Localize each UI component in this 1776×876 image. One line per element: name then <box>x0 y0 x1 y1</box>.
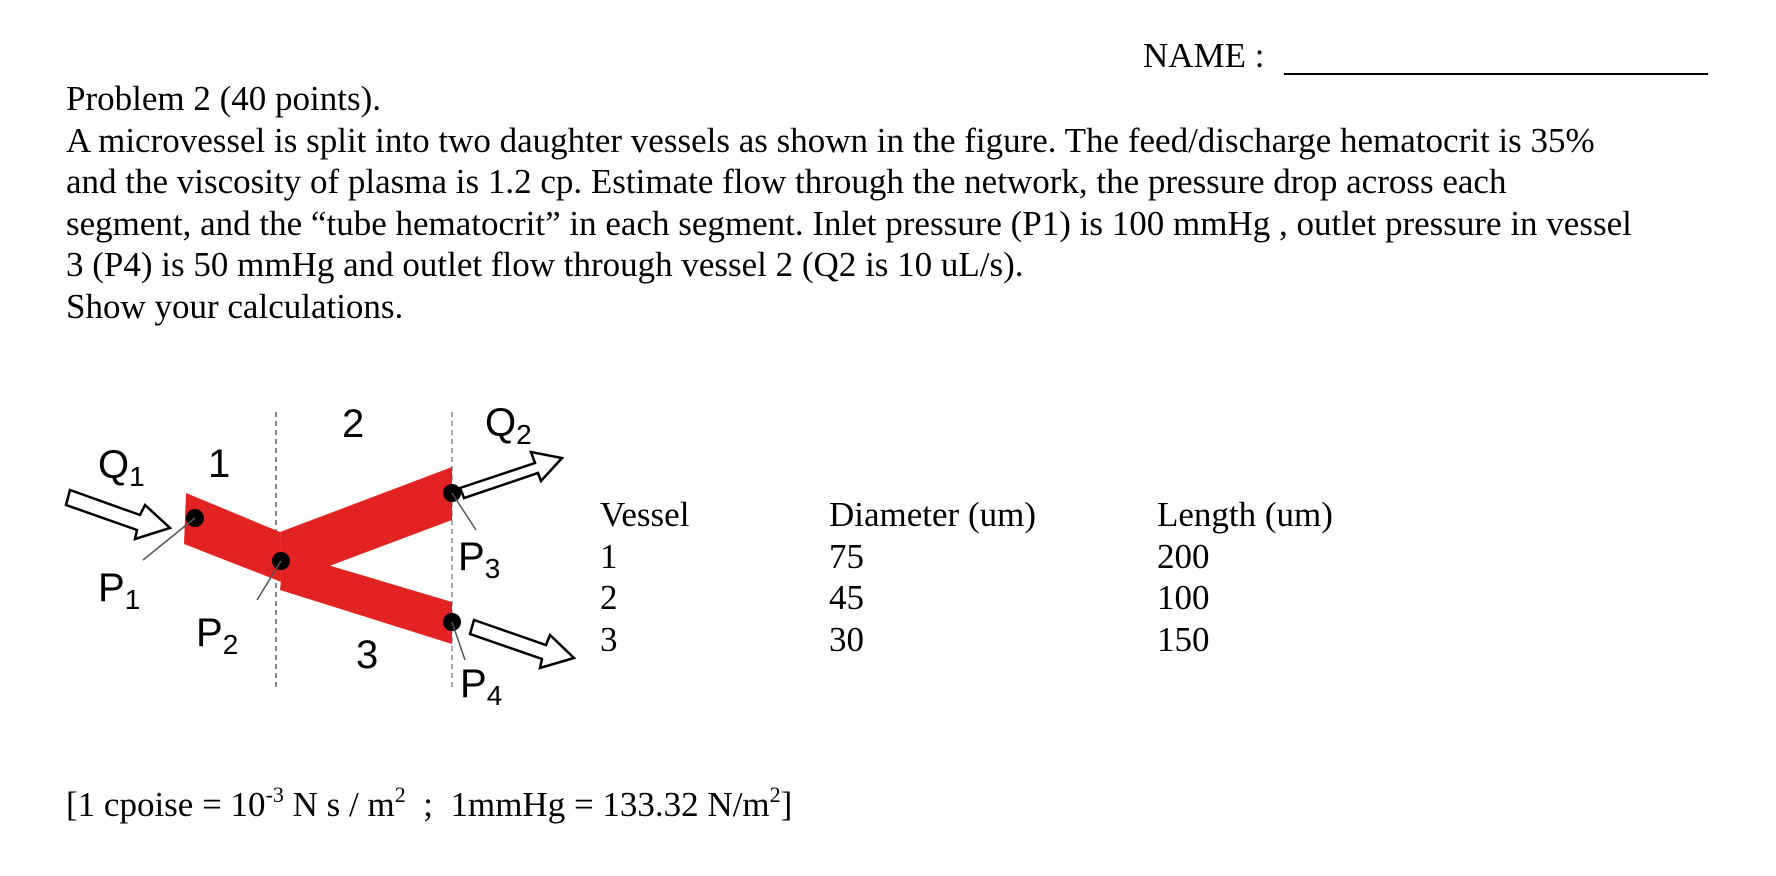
vessel-segment-3 <box>280 552 452 644</box>
label-p3: $P_3$ <box>458 535 501 584</box>
name-label: NAME : <box>1143 36 1265 75</box>
label-p1: $P_1$ <box>98 566 141 615</box>
problem-line: 3 (P4) is 50 mmHg and outlet flow through vessel 2 (Q2 is 10 uL/s). <box>66 245 1024 284</box>
problem-line: segment, and the “tube hematocrit” in each segment. Inlet pressure (P1) is 100 mmHg , outlet pressure in vessel <box>66 203 1632 243</box>
label-p2: $P_2$ <box>196 611 239 660</box>
problem-line: A microvessel is split into two daughter vessels as shown in the figure. The feed/discharge hematocrit is 35% <box>66 120 1595 160</box>
table-cell: 30 <box>829 619 864 659</box>
label-p4: $P_4$ <box>460 662 503 711</box>
vessel-segments <box>184 467 452 644</box>
table-header: Vessel <box>600 495 690 534</box>
table-cell: 3 <box>600 619 618 659</box>
label-q2: $Q_2$ <box>485 401 532 450</box>
table-column-length <box>1157 494 1333 660</box>
label-segment-2: 2 <box>342 402 365 446</box>
table-cell: 2 <box>600 578 618 617</box>
label-q1: $Q_1$ <box>98 443 145 492</box>
table-column-diameter <box>829 494 1036 660</box>
inflow-arrow-q1 <box>66 490 170 539</box>
table-cell: 150 <box>1157 619 1210 659</box>
outflow-arrow-p4 <box>470 620 574 668</box>
name-blank-line[interactable] <box>1284 73 1708 75</box>
table-column-vessel <box>600 494 689 660</box>
label-segment-1: 1 <box>208 442 231 486</box>
table-cell: 200 <box>1157 536 1210 576</box>
table-cell: 100 <box>1157 578 1210 617</box>
problem-line: and the viscosity of plasma is 1.2 cp. Estimate flow through the network, the pressure drop across each <box>66 162 1507 201</box>
vessel-network-diagram <box>0 380 590 720</box>
vessel-segment-1 <box>184 493 284 583</box>
table-cell: 1 <box>600 536 618 576</box>
problem-closing: Show your calculations. <box>66 286 404 326</box>
label-segment-3: 3 <box>356 633 379 677</box>
table-header: Length (um) <box>1157 495 1333 534</box>
problem-title: Problem 2 (40 points). <box>66 79 381 118</box>
table-cell: 75 <box>829 536 864 576</box>
problem-statement <box>66 78 1766 327</box>
table-cell: 45 <box>829 578 864 617</box>
outflow-arrow-q2 <box>460 452 562 498</box>
unit-conversions: [1 cpoise = $10^{-3}$ N s / $m^2$ ; 1mmHg = 133.32 $N/m^2$] <box>66 782 793 824</box>
table-header: Diameter (um) <box>829 495 1036 534</box>
